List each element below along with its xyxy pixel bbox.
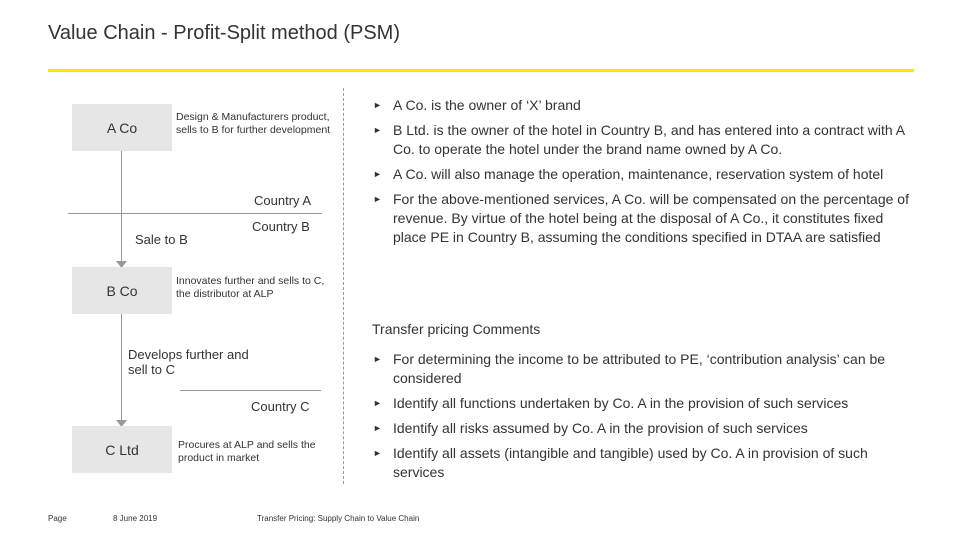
entity-a-co-label: A Co [106,119,138,136]
bullet-arrow-icon: ► [373,169,382,179]
fact-item: ► A Co. will also manage the operation, maintenance, reservation system of hotel [373,166,884,182]
footer-date: 8 June 2019 [113,514,158,523]
footer-source: Transfer Pricing: Supply Chain to Value Chain [257,514,420,523]
comment-item: ► Identify all functions undertaken by Co. A in the provision of such services [373,395,849,411]
comment-item: ► For determining the income to be attributed to PE, ‘contribution analysis’ can be considered [373,351,886,386]
column-divider [343,88,344,484]
fact-item: ► B Ltd. is the owner of the hotel in Country B, and has entered into a contract with A Co. to operate the hotel under the brand name owned by A Co. [373,122,905,157]
slide-title: Value Chain - Profit-Split method (PSM) [48,22,400,44]
bullet-arrow-icon: ► [373,398,382,408]
border-line-a-b [68,213,322,214]
bullet-arrow-icon: ► [373,194,382,204]
comment-item: ► Identify all assets (intangible and tangible) used by Co. A in provision of such services [373,445,868,480]
footer-page-label: Page [48,514,67,523]
flow-label-sale-to-b: Sale to B [135,232,188,247]
note-b-co: Innovates further and sells to C, the distributor at ALP [176,275,325,300]
entity-a-co [72,104,172,151]
entity-b-co [72,267,172,314]
comments-list [372,350,920,482]
fact-item: ► For the above-mentioned services, A Co. will be compensated on the percentage of revenue. By virtue of the hotel being at the disposal of A Co., it constitutes fixed place PE in Country B, assuming the conditions specified in DTAA are satisfied [373,191,909,245]
fact-item: ► A Co. is the owner of ‘X’ brand [373,97,581,113]
note-c-ltd: Procures at ALP and sells the product in market [178,439,316,464]
title-underline [48,69,914,72]
entity-b-co-label: B Co [106,282,138,299]
flow-line-a-to-b [121,149,122,267]
country-b-label: Country B [252,219,310,234]
facts-list [372,96,920,247]
flow-line-b-to-c [121,314,122,427]
border-line-b-c [180,390,321,391]
bullet-arrow-icon: ► [373,125,382,135]
bullet-arrow-icon: ► [373,423,382,433]
comments-heading: Transfer pricing Comments [372,321,541,337]
note-a-co: Design & Manufacturers product, sells to B for further development [176,111,331,136]
comment-item: ► Identify all risks assumed by Co. A in the provision of such services [373,420,808,436]
entity-c-ltd [72,426,172,473]
bullet-arrow-icon: ► [373,448,382,458]
flow-label-develops: Develops further and sell to C [128,347,249,377]
country-c-label: Country C [251,399,310,414]
entity-c-ltd-label: C Ltd [105,441,139,458]
country-a-label: Country A [254,193,312,208]
bullet-arrow-icon: ► [373,354,382,364]
bullet-arrow-icon: ► [373,100,382,110]
